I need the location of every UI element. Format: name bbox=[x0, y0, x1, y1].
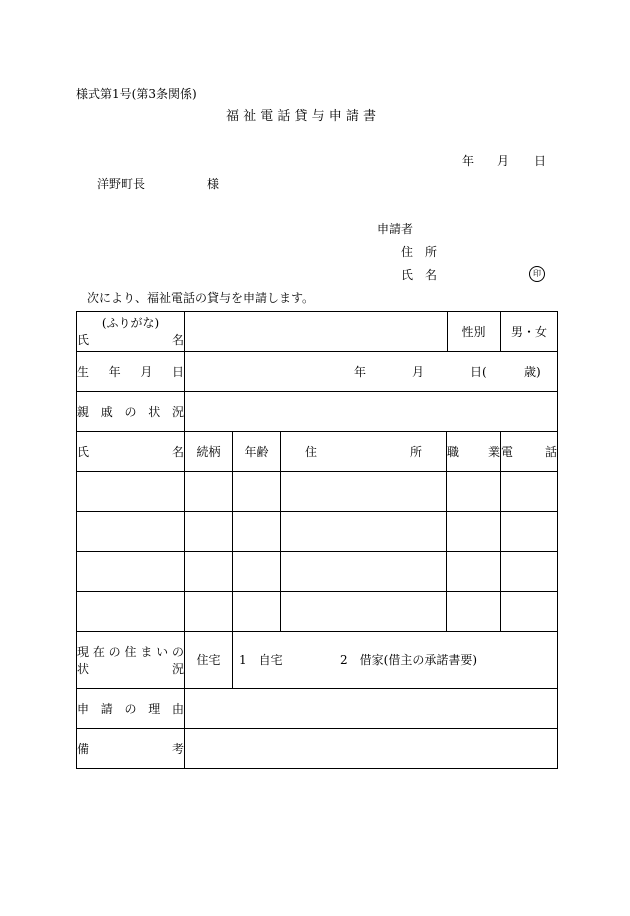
col-job-label bbox=[447, 446, 500, 458]
applicant-address-label-char: 住 bbox=[401, 245, 414, 259]
relative-job-cell[interactable] bbox=[447, 472, 501, 512]
addressee-name: 洋野町長 bbox=[97, 177, 146, 191]
applicant-name-label-char: 氏 bbox=[401, 268, 414, 282]
birth-label bbox=[77, 366, 184, 378]
relative-age-cell[interactable] bbox=[233, 552, 281, 592]
name-label-char: 氏 bbox=[77, 333, 90, 347]
residence-label-cell bbox=[77, 632, 185, 689]
name-label-cell bbox=[77, 312, 185, 352]
document-title: 福 祉 電 話 貸 与 申 請 書 bbox=[226, 109, 377, 124]
remarks-label-cell bbox=[77, 729, 185, 769]
col-job-char: 職 bbox=[447, 444, 460, 459]
applicant-name-label bbox=[401, 269, 437, 281]
relative-address-cell[interactable] bbox=[281, 512, 447, 552]
col-address-char: 住 bbox=[305, 444, 318, 459]
col-address-header bbox=[281, 432, 447, 472]
residence-label-char: の bbox=[108, 644, 121, 659]
relative-row bbox=[77, 552, 558, 592]
birth-age-label: 歳) bbox=[524, 365, 541, 379]
residence-label-char: い bbox=[156, 644, 169, 659]
col-phone-label bbox=[501, 446, 557, 458]
birth-label-char: 年 bbox=[108, 364, 121, 379]
birth-day-label: 日( bbox=[470, 365, 487, 379]
relatives-label-cell bbox=[77, 392, 185, 432]
col-relation-header: 続柄 bbox=[185, 432, 233, 472]
residence-options-cell[interactable] bbox=[233, 632, 558, 689]
relative-relation-cell[interactable] bbox=[185, 592, 233, 632]
row-reason bbox=[77, 689, 558, 729]
row-name bbox=[77, 312, 558, 352]
col-phone-char: 電 bbox=[501, 444, 514, 459]
form-number: 様式第1号(第3条関係) bbox=[76, 87, 197, 101]
reason-label-char: の bbox=[124, 701, 137, 716]
row-relatives bbox=[77, 392, 558, 432]
birth-label-cell bbox=[77, 352, 185, 392]
relative-name-cell[interactable] bbox=[77, 472, 185, 512]
relative-name-cell[interactable] bbox=[77, 552, 185, 592]
remarks-value-cell[interactable] bbox=[185, 729, 558, 769]
relative-relation-cell[interactable] bbox=[185, 552, 233, 592]
residence-label-char: 状 bbox=[77, 661, 90, 676]
relatives-value-cell[interactable] bbox=[185, 392, 558, 432]
relative-job-cell[interactable] bbox=[447, 552, 501, 592]
date-day-label: 日 bbox=[534, 154, 547, 168]
col-name-char: 氏 bbox=[77, 444, 90, 459]
birth-month-label: 月 bbox=[412, 365, 425, 379]
remarks-label-char: 備 bbox=[77, 741, 90, 756]
addressee-honorific: 様 bbox=[207, 177, 220, 191]
furigana-label: (ふりがな) bbox=[101, 316, 160, 330]
name-label bbox=[77, 334, 184, 346]
intro-text: 次により、福祉電話の貸与を申請します。 bbox=[87, 291, 315, 305]
relatives-label-char: 況 bbox=[171, 404, 184, 419]
reason-label-char: 理 bbox=[148, 701, 161, 716]
birth-value-cell[interactable] bbox=[185, 352, 558, 392]
relative-job-cell[interactable] bbox=[447, 592, 501, 632]
name-value-cell[interactable] bbox=[185, 312, 501, 352]
reason-label-char: 由 bbox=[171, 701, 184, 716]
relative-phone-cell[interactable] bbox=[501, 472, 558, 512]
col-phone-char: 話 bbox=[544, 444, 557, 459]
col-name-header bbox=[77, 432, 185, 472]
row-birth bbox=[77, 352, 558, 392]
applicant-label: 申請者 bbox=[377, 222, 414, 236]
residence-label-char: 現 bbox=[77, 644, 90, 659]
relative-phone-cell[interactable] bbox=[501, 592, 558, 632]
application-table bbox=[76, 311, 558, 769]
relative-age-cell[interactable] bbox=[233, 592, 281, 632]
birth-label-char: 日 bbox=[171, 364, 184, 379]
gender-options[interactable]: 男・女 bbox=[501, 312, 558, 352]
remarks-label bbox=[77, 743, 184, 755]
col-name-label bbox=[77, 446, 184, 458]
seal-icon: 印 bbox=[529, 266, 545, 282]
reason-label-char: 申 bbox=[77, 701, 90, 716]
relatives-label-char: 状 bbox=[148, 404, 161, 419]
residence-label-char: ま bbox=[140, 644, 153, 659]
relative-name-cell[interactable] bbox=[77, 512, 185, 552]
relative-name-cell[interactable] bbox=[77, 592, 185, 632]
birth-label-char: 月 bbox=[140, 364, 153, 379]
relative-row bbox=[77, 512, 558, 552]
residence-label-char: 況 bbox=[171, 661, 184, 676]
residence-type-label: 住宅 bbox=[185, 632, 233, 689]
residence-label-char: 在 bbox=[92, 644, 105, 659]
col-age-header: 年齢 bbox=[233, 432, 281, 472]
row-remarks bbox=[77, 729, 558, 769]
reason-label bbox=[77, 703, 184, 715]
residence-option-rented-house[interactable]: 2 借家(借主の承諾書要) bbox=[340, 653, 477, 667]
row-residence bbox=[77, 632, 558, 689]
residence-option-own-house[interactable]: 1 自宅 bbox=[239, 653, 283, 667]
name-label-char: 名 bbox=[171, 333, 184, 347]
applicant-address-label bbox=[401, 246, 437, 258]
date-month-label: 月 bbox=[497, 154, 510, 168]
relatives-label-char: 親 bbox=[77, 404, 90, 419]
relative-address-cell[interactable] bbox=[281, 552, 447, 592]
birth-year-label: 年 bbox=[354, 365, 367, 379]
relatives-label bbox=[77, 406, 184, 418]
relative-phone-cell[interactable] bbox=[501, 512, 558, 552]
relatives-label-char: の bbox=[124, 404, 137, 419]
relative-address-cell[interactable] bbox=[281, 472, 447, 512]
relatives-label-char: 戚 bbox=[100, 404, 113, 419]
relative-job-cell[interactable] bbox=[447, 512, 501, 552]
relative-age-cell[interactable] bbox=[233, 512, 281, 552]
date-year-label: 年 bbox=[462, 154, 475, 168]
relative-relation-cell[interactable] bbox=[185, 512, 233, 552]
relative-age-cell[interactable] bbox=[233, 472, 281, 512]
relative-row bbox=[77, 472, 558, 512]
relative-address-cell[interactable] bbox=[281, 592, 447, 632]
residence-label-char: 住 bbox=[124, 644, 137, 659]
gender-label: 性別 bbox=[447, 312, 499, 351]
remarks-label-char: 考 bbox=[171, 741, 184, 756]
reason-label-char: 請 bbox=[100, 701, 113, 716]
residence-label-line1 bbox=[77, 646, 184, 658]
relative-phone-cell[interactable] bbox=[501, 552, 558, 592]
applicant-address-label-char: 所 bbox=[424, 245, 437, 259]
col-address-char: 所 bbox=[409, 444, 422, 459]
row-relatives-header bbox=[77, 432, 558, 472]
residence-label-char: の bbox=[171, 644, 184, 659]
seal-mark bbox=[529, 266, 545, 282]
applicant-name-label-char: 名 bbox=[424, 268, 437, 282]
birth-label-char: 生 bbox=[77, 364, 90, 379]
relative-relation-cell[interactable] bbox=[185, 472, 233, 512]
reason-label-cell bbox=[77, 689, 185, 729]
reason-value-cell[interactable] bbox=[185, 689, 558, 729]
relative-row bbox=[77, 592, 558, 632]
col-job-char: 業 bbox=[487, 444, 500, 459]
col-phone-header bbox=[501, 432, 558, 472]
col-name-char: 名 bbox=[171, 444, 184, 459]
col-address-label bbox=[305, 446, 422, 458]
residence-label-line2 bbox=[77, 663, 184, 675]
col-job-header bbox=[447, 432, 501, 472]
